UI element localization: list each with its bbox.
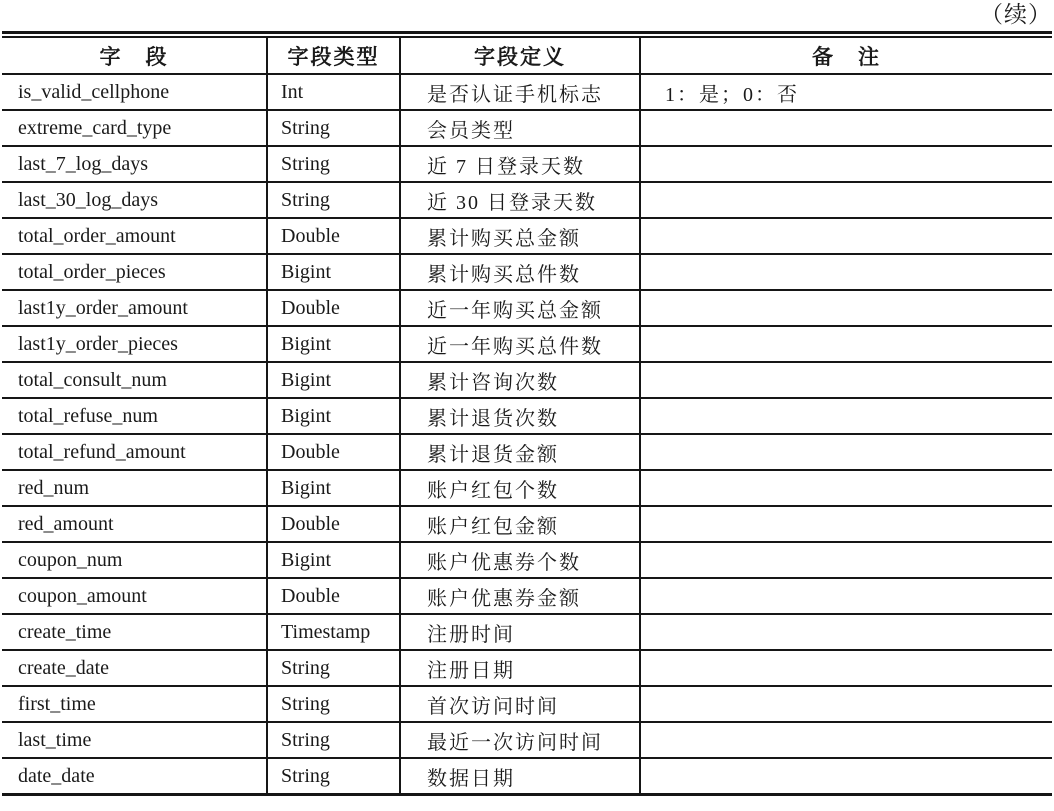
field-name-cell: last_time (2, 722, 267, 758)
field-name-cell: create_time (2, 614, 267, 650)
field-name-cell: create_date (2, 650, 267, 686)
column-header-definition: 字段定义 (400, 37, 640, 74)
field-definition-cell: 注册日期 (400, 650, 640, 686)
table-body (2, 74, 1052, 795)
field-name-cell: coupon_num (2, 542, 267, 578)
field-definition-cell: 账户红包个数 (400, 470, 640, 506)
table-row (2, 146, 1052, 182)
table-row (2, 578, 1052, 614)
table-row (2, 362, 1052, 398)
field-type-cell: String (267, 722, 400, 758)
field-remark-cell (640, 470, 1052, 506)
table-row (2, 326, 1052, 362)
field-name-cell: total_order_pieces (2, 254, 267, 290)
field-definition-cell: 首次访问时间 (400, 686, 640, 722)
field-definition-cell: 近 30 日登录天数 (400, 182, 640, 218)
field-type-cell: Bigint (267, 362, 400, 398)
field-remark-cell (640, 182, 1052, 218)
field-type-cell: String (267, 146, 400, 182)
continued-marker: （续） (980, 2, 1052, 27)
table-row (2, 110, 1052, 146)
field-name-cell: date_date (2, 758, 267, 795)
field-type-cell: Double (267, 578, 400, 614)
field-remark-cell (640, 542, 1052, 578)
field-remark-cell (640, 326, 1052, 362)
field-remark-cell (640, 722, 1052, 758)
field-remark-cell (640, 110, 1052, 146)
column-header-type: 字段类型 (267, 37, 400, 74)
field-remark-cell (640, 434, 1052, 470)
table-row (2, 506, 1052, 542)
field-definition-table-wrap (2, 31, 1052, 796)
column-header-remark: 备 注 (640, 37, 1052, 74)
field-remark-cell: 1：是；0：否 (640, 74, 1052, 110)
field-definition-cell: 累计咨询次数 (400, 362, 640, 398)
field-type-cell: Double (267, 434, 400, 470)
field-type-cell: Bigint (267, 398, 400, 434)
field-definition-cell: 会员类型 (400, 110, 640, 146)
table-header (2, 37, 1052, 74)
field-type-cell: Bigint (267, 470, 400, 506)
field-definition-cell: 近一年购买总件数 (400, 326, 640, 362)
table-row (2, 542, 1052, 578)
field-definition-cell: 账户红包金额 (400, 506, 640, 542)
field-definition-cell: 累计购买总金额 (400, 218, 640, 254)
table-row (2, 254, 1052, 290)
field-name-cell: total_consult_num (2, 362, 267, 398)
field-definition-table (2, 36, 1052, 796)
table-row (2, 614, 1052, 650)
field-name-cell: last_30_log_days (2, 182, 267, 218)
field-remark-cell (640, 758, 1052, 795)
field-type-cell: Bigint (267, 542, 400, 578)
field-type-cell: Double (267, 290, 400, 326)
table-row (2, 218, 1052, 254)
field-definition-cell: 近一年购买总金额 (400, 290, 640, 326)
field-type-cell: Bigint (267, 254, 400, 290)
field-remark-cell (640, 146, 1052, 182)
field-remark-cell (640, 362, 1052, 398)
field-name-cell: last_7_log_days (2, 146, 267, 182)
field-name-cell: total_refuse_num (2, 398, 267, 434)
table-row (2, 758, 1052, 795)
field-remark-cell (640, 398, 1052, 434)
field-name-cell: red_amount (2, 506, 267, 542)
field-definition-cell: 近 7 日登录天数 (400, 146, 640, 182)
field-remark-cell (640, 578, 1052, 614)
field-type-cell: Double (267, 506, 400, 542)
field-remark-cell (640, 506, 1052, 542)
field-type-cell: String (267, 758, 400, 795)
field-definition-cell: 是否认证手机标志 (400, 74, 640, 110)
table-row (2, 470, 1052, 506)
table-row (2, 650, 1052, 686)
field-definition-cell: 累计退货次数 (400, 398, 640, 434)
field-remark-cell (640, 614, 1052, 650)
field-name-cell: first_time (2, 686, 267, 722)
field-definition-cell: 账户优惠券个数 (400, 542, 640, 578)
field-remark-cell (640, 218, 1052, 254)
field-type-cell: String (267, 110, 400, 146)
field-definition-cell: 账户优惠券金额 (400, 578, 640, 614)
field-name-cell: total_order_amount (2, 218, 267, 254)
field-definition-cell: 注册时间 (400, 614, 640, 650)
field-name-cell: is_valid_cellphone (2, 74, 267, 110)
field-definition-cell: 最近一次访问时间 (400, 722, 640, 758)
field-type-cell: Double (267, 218, 400, 254)
field-type-cell: String (267, 182, 400, 218)
field-remark-cell (640, 290, 1052, 326)
field-name-cell: last1y_order_amount (2, 290, 267, 326)
table-header-row (2, 37, 1052, 74)
table-row (2, 182, 1052, 218)
field-type-cell: Timestamp (267, 614, 400, 650)
table-row (2, 434, 1052, 470)
field-definition-cell: 数据日期 (400, 758, 640, 795)
column-header-field: 字 段 (2, 37, 267, 74)
field-name-cell: extreme_card_type (2, 110, 267, 146)
field-remark-cell (640, 650, 1052, 686)
field-type-cell: Bigint (267, 326, 400, 362)
field-type-cell: Int (267, 74, 400, 110)
field-definition-cell: 累计退货金额 (400, 434, 640, 470)
field-type-cell: String (267, 686, 400, 722)
table-row (2, 398, 1052, 434)
table-row (2, 290, 1052, 326)
field-type-cell: String (267, 650, 400, 686)
field-name-cell: last1y_order_pieces (2, 326, 267, 362)
field-name-cell: total_refund_amount (2, 434, 267, 470)
table-row (2, 74, 1052, 110)
field-name-cell: red_num (2, 470, 267, 506)
table-row (2, 686, 1052, 722)
field-definition-cell: 累计购买总件数 (400, 254, 640, 290)
field-name-cell: coupon_amount (2, 578, 267, 614)
field-remark-cell (640, 686, 1052, 722)
field-remark-cell (640, 254, 1052, 290)
table-row (2, 722, 1052, 758)
